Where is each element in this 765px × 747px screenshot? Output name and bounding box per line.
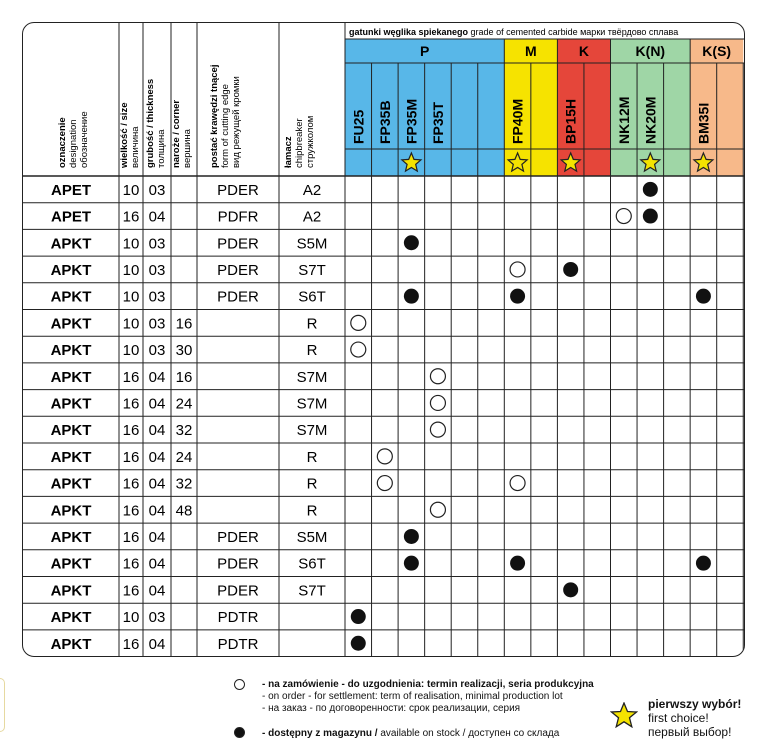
row-chipbreaker: S5M	[296, 235, 328, 253]
row-chipbreaker: R	[306, 448, 318, 466]
legend-stock-en: available on stock /	[380, 728, 466, 739]
row-size: 10	[122, 609, 140, 627]
in-stock-dot	[643, 209, 658, 224]
row-size: 16	[122, 475, 140, 493]
in-stock-dot	[404, 529, 419, 544]
row-designation: APKT	[50, 315, 92, 333]
grade-label-fp35t: FP35T	[429, 101, 446, 144]
row-designation: APKT	[50, 422, 92, 440]
in-stock-dot	[351, 636, 366, 651]
row-edge: PDFR	[217, 208, 259, 226]
first-choice-legend	[648, 697, 741, 739]
row-size: 16	[122, 555, 140, 573]
row-thickness: 04	[148, 208, 166, 226]
row-chipbreaker: R	[306, 315, 318, 333]
row-size: 16	[122, 502, 140, 520]
legend-order-ru: - на заказ - по договоренности: срок реализации, серия	[262, 703, 521, 714]
row-chipbreaker: S6T	[298, 555, 326, 573]
grade-label-bp15h: BP15H	[562, 98, 579, 144]
corner-header: naroże / cornerвершина	[171, 99, 193, 168]
in-stock-dot	[510, 289, 525, 304]
row-thickness: 03	[148, 288, 166, 306]
row-thickness: 04	[148, 422, 166, 440]
row-thickness: 03	[148, 235, 166, 253]
row-thickness: 04	[148, 368, 166, 386]
row-thickness: 04	[148, 555, 166, 573]
in-stock-dot	[404, 289, 419, 304]
row-corner: 24	[175, 395, 193, 413]
row-edge: PDER	[217, 235, 259, 253]
group-label-p: P	[419, 43, 430, 59]
row-thickness: 04	[148, 475, 166, 493]
row-thickness: 04	[148, 502, 166, 520]
row-designation: APKT	[50, 635, 92, 653]
row-edge: PDER	[217, 288, 259, 306]
designation-header: oznaczeniedesignationобозначение	[57, 111, 90, 168]
row-corner: 32	[175, 422, 193, 440]
grades-title: gatunki węglika spiekanego grade of cemented carbide марки твёрдово сплава	[349, 27, 679, 37]
row-designation: APET	[50, 181, 92, 199]
grade-label-fp40m: FP40M	[509, 98, 526, 144]
on-order-circle	[377, 449, 392, 464]
in-stock-dot	[696, 556, 711, 571]
row-size: 10	[122, 261, 140, 279]
row-corner: 30	[175, 342, 193, 360]
row-thickness: 03	[148, 181, 166, 199]
row-corner: 24	[175, 448, 193, 466]
grade-label-fu25: FU25	[350, 109, 367, 144]
row-thickness: 04	[148, 448, 166, 466]
in-stock-dot	[563, 582, 578, 597]
in-stock-dot	[404, 556, 419, 571]
row-size: 16	[122, 528, 140, 546]
on-order-circle	[430, 502, 445, 517]
page-tab-marker	[0, 678, 5, 732]
row-thickness: 03	[148, 315, 166, 333]
row-designation: APKT	[50, 582, 92, 600]
row-edge: PDTR	[217, 609, 259, 627]
first-choice-en: first choice!	[648, 711, 709, 725]
row-size: 16	[122, 582, 140, 600]
row-chipbreaker: S7M	[296, 368, 328, 386]
on-order-circle	[616, 209, 631, 224]
in-stock-dot	[643, 182, 658, 197]
in-stock-dot	[510, 556, 525, 571]
row-size: 16	[122, 368, 140, 386]
row-thickness: 04	[148, 635, 166, 653]
in-stock-dot	[563, 262, 578, 277]
grade-table	[23, 23, 744, 656]
row-thickness: 04	[148, 582, 166, 600]
row-thickness: 03	[148, 342, 166, 360]
legend-stock-pl: - dostępny z magazynu /	[262, 728, 378, 739]
group-label-kn: K(N)	[635, 43, 666, 59]
on-order-circle	[510, 476, 525, 491]
cutting-edge-header: postać krawędzi tnącejform of cutting edgeвид режущей кромки	[209, 64, 242, 168]
thickness-header: grubość / thicknessтолщина	[145, 78, 167, 168]
size-header: wielkość / sizeвеличина	[119, 102, 141, 168]
row-corner: 48	[175, 502, 193, 520]
row-edge: PDER	[217, 261, 259, 279]
legend-order-en: - on order - for settlement: term of realisation, minimal production lot	[262, 691, 563, 702]
row-size: 10	[122, 181, 140, 199]
row-size: 16	[122, 422, 140, 440]
on-order-circle	[430, 369, 445, 384]
row-designation: APKT	[50, 609, 92, 627]
row-size: 10	[122, 288, 140, 306]
row-designation: APET	[50, 208, 92, 226]
grade-label-fp35b: FP35B	[376, 100, 393, 144]
group-label-m: M	[525, 43, 537, 59]
row-chipbreaker: S7M	[296, 422, 328, 440]
row-thickness: 03	[148, 261, 166, 279]
row-thickness: 04	[148, 395, 166, 413]
row-designation: APKT	[50, 502, 92, 520]
in-stock-dot	[351, 609, 366, 624]
in-stock-dot	[404, 235, 419, 250]
grade-table-frame	[22, 22, 745, 657]
row-chipbreaker: S7T	[298, 582, 326, 600]
grade-label-nk20m: NK20M	[642, 96, 659, 144]
grade-label-bm35i: BM35I	[695, 102, 712, 144]
row-size: 16	[122, 395, 140, 413]
first-choice-pl: pierwszy wybór!	[648, 697, 742, 711]
row-designation: APKT	[50, 368, 92, 386]
on-order-circle	[377, 476, 392, 491]
row-edge: PDER	[217, 181, 259, 199]
row-designation: APKT	[50, 288, 92, 306]
row-edge: PDER	[217, 555, 259, 573]
on-order-circle	[351, 315, 366, 330]
row-designation: APKT	[50, 261, 92, 279]
first-choice-ru: первый выбор!	[648, 725, 732, 739]
row-designation: APKT	[50, 475, 92, 493]
row-designation: APKT	[50, 342, 92, 360]
row-designation: APKT	[50, 528, 92, 546]
on-order-symbol-icon	[234, 679, 245, 690]
row-chipbreaker: R	[306, 475, 318, 493]
row-edge: PDER	[217, 582, 259, 600]
row-chipbreaker: S7M	[296, 395, 328, 413]
row-designation: APKT	[50, 395, 92, 413]
in-stock-symbol-icon	[234, 727, 245, 738]
first-choice-star-icon	[610, 702, 638, 728]
legend-order	[262, 679, 594, 715]
row-size: 16	[122, 448, 140, 466]
row-chipbreaker: S6T	[298, 288, 326, 306]
on-order-circle	[430, 422, 445, 437]
grade-label-nk12m: NK12M	[615, 96, 632, 144]
row-corner: 16	[175, 315, 193, 333]
row-chipbreaker: S7T	[298, 261, 326, 279]
on-order-circle	[430, 395, 445, 410]
chipbreaker-header: łamaczchipbreakerстружколом	[283, 115, 316, 168]
row-size: 16	[122, 635, 140, 653]
row-corner: 32	[175, 475, 193, 493]
row-corner: 16	[175, 368, 193, 386]
row-size: 10	[122, 315, 140, 333]
on-order-circle	[351, 342, 366, 357]
row-designation: APKT	[50, 235, 92, 253]
row-size: 10	[122, 342, 140, 360]
row-chipbreaker: R	[306, 342, 318, 360]
group-label-k: K	[578, 43, 590, 59]
row-thickness: 04	[148, 528, 166, 546]
grade-label-fp35m: FP35M	[403, 98, 420, 144]
row-designation: APKT	[50, 448, 92, 466]
row-chipbreaker: A2	[302, 208, 322, 226]
row-chipbreaker: A2	[302, 181, 322, 199]
row-chipbreaker: S5M	[296, 528, 328, 546]
legend-stock-ru: доступен со склада	[468, 728, 560, 739]
on-order-circle	[510, 262, 525, 277]
row-chipbreaker: R	[306, 502, 318, 520]
legend-order-pl: - na zamówienie - do uzgodnienia: termin realizacji, seria produkcyjna	[262, 679, 594, 690]
group-label-ks: K(S)	[702, 43, 732, 59]
legend-stock	[262, 728, 559, 740]
row-thickness: 03	[148, 609, 166, 627]
in-stock-dot	[696, 289, 711, 304]
row-edge: PDTR	[217, 635, 259, 653]
row-size: 16	[122, 208, 140, 226]
row-edge: PDER	[217, 528, 259, 546]
row-designation: APKT	[50, 555, 92, 573]
row-size: 10	[122, 235, 140, 253]
